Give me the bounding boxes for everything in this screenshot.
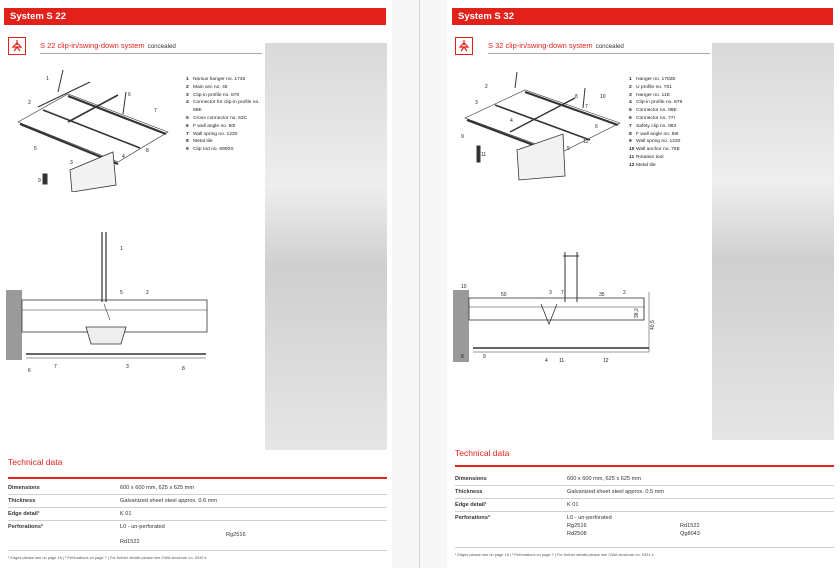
legend-number: 3 <box>186 92 189 98</box>
subtitle-text: S 32 clip-in/swing-down system <box>488 41 593 50</box>
technical-data-divider <box>8 477 387 479</box>
dimension-label: 38,2 <box>634 308 640 318</box>
svg-text:9: 9 <box>483 354 486 360</box>
subtitle-divider <box>40 53 262 54</box>
legend-number: 8 <box>629 131 632 137</box>
legend-number: 8 <box>186 139 189 145</box>
dimensions-value: 600 x 600 mm, 625 x 625 mm <box>120 485 194 491</box>
page-left <box>0 0 392 568</box>
svg-text:11: 11 <box>559 358 565 364</box>
svg-text:6: 6 <box>28 368 31 374</box>
subtitle-note: concealed <box>147 43 176 50</box>
table-divider <box>455 485 834 486</box>
parts-legend <box>186 76 262 154</box>
svg-text:12: 12 <box>583 139 589 145</box>
svg-text:9: 9 <box>38 178 41 184</box>
legend-number: 5 <box>186 115 189 121</box>
edge-detail-value: K 01 <box>567 502 579 508</box>
legend-item <box>186 99 262 115</box>
edge-detail-label: Edge detail¹ <box>455 502 487 508</box>
technical-data-table <box>455 476 834 548</box>
legend-text: Wall spring no. 1220 <box>636 139 681 145</box>
legend-number: 6 <box>186 123 189 129</box>
technical-data-title: Technical data <box>455 448 510 458</box>
svg-text:8: 8 <box>146 148 149 154</box>
dimension-label: 50 <box>501 292 507 298</box>
svg-text:5: 5 <box>120 290 123 296</box>
technical-data-table <box>8 485 387 555</box>
svg-text:11: 11 <box>481 152 487 158</box>
dimension-label: 40,5 <box>650 320 656 330</box>
legend-number: 3 <box>629 92 632 98</box>
subtitle-note: concealed <box>595 43 624 50</box>
svg-text:1: 1 <box>46 76 49 82</box>
svg-text:8: 8 <box>182 366 185 372</box>
legend-text: Main sec no. 45 <box>193 84 228 90</box>
legend-number: 11 <box>629 154 635 160</box>
thickness-label: Thickness <box>455 489 483 495</box>
perforations-label: Perforations² <box>455 515 490 521</box>
svg-text:10: 10 <box>461 284 467 290</box>
svg-text:7: 7 <box>154 108 157 114</box>
perforation-value: Rd1522 <box>680 523 700 529</box>
svg-text:7: 7 <box>585 104 588 110</box>
perforation-value: Rg2516 <box>567 523 587 529</box>
legend-item <box>629 146 709 154</box>
system-subtitle <box>488 41 624 50</box>
legend-text: Safety clip no. 883 <box>636 123 677 129</box>
legend-item <box>629 115 709 123</box>
svg-text:4: 4 <box>510 118 513 124</box>
legend-item <box>186 138 262 146</box>
legend-text: Connector no. 88E <box>636 108 677 114</box>
legend-text: Hanger no. 11E <box>636 92 670 98</box>
legend-item <box>629 154 709 162</box>
legend-text: Clip-in profile no. 878 <box>636 100 683 106</box>
svg-text:2: 2 <box>146 290 149 296</box>
legend-text: U profile no. 701 <box>636 84 672 90</box>
perforations-label: Perforations² <box>8 524 43 530</box>
table-divider <box>455 511 834 512</box>
legend-item <box>186 146 262 154</box>
subtitle-divider <box>488 53 710 54</box>
svg-text:6: 6 <box>595 124 598 130</box>
legend-text: Cross connector no. 63C <box>193 115 248 121</box>
dimensions-label: Dimensions <box>455 476 487 482</box>
legend-item <box>629 99 709 107</box>
ceiling-installation-photo <box>265 43 387 450</box>
svg-text:7: 7 <box>561 290 564 296</box>
perforation-value: Qg8043 <box>680 531 700 537</box>
footnote-divider <box>455 547 834 548</box>
section-diagram <box>453 252 658 367</box>
legend-number: 4 <box>629 100 632 106</box>
legend-item <box>629 92 709 100</box>
legend-number: 9 <box>186 147 189 153</box>
legend-number: 7 <box>629 123 632 129</box>
svg-text:3: 3 <box>70 160 73 166</box>
legend-item <box>629 162 709 170</box>
system-subtitle <box>40 41 176 50</box>
isometric-diagram <box>455 68 625 188</box>
edge-detail-value: K 01 <box>120 511 132 517</box>
technical-data-divider <box>455 465 834 467</box>
ceiling-system-icon <box>455 37 473 55</box>
legend-item <box>186 92 262 100</box>
page-fold <box>419 0 420 568</box>
legend-item <box>629 107 709 115</box>
table-divider <box>8 507 387 508</box>
table-divider <box>8 494 387 495</box>
edge-detail-label: Edge detail¹ <box>8 511 40 517</box>
legend-item <box>629 84 709 92</box>
perforation-value: L0 - un-perforated <box>120 524 165 530</box>
parts-legend <box>629 76 709 170</box>
legend-text: Wall anchor no. 75E <box>636 147 680 153</box>
legend-text: Connector no. 77I <box>636 115 675 121</box>
legend-item <box>629 131 709 139</box>
legend-text: Clip rod no. 6900S <box>193 147 234 153</box>
ceiling-system-icon <box>8 37 26 55</box>
svg-text:8: 8 <box>461 354 464 360</box>
perforation-value: Rg2516 <box>226 532 246 538</box>
legend-number: 5 <box>629 108 632 114</box>
svg-text:2: 2 <box>623 290 626 296</box>
legend-text: Metal tile <box>636 162 656 168</box>
dimensions-value: 600 x 600 mm, 625 x 625 mm <box>567 476 641 482</box>
legend-number: 1 <box>186 77 189 82</box>
footnote-divider <box>8 550 387 551</box>
system-header: System S 22 <box>4 8 386 25</box>
svg-text:7: 7 <box>54 364 57 370</box>
svg-text:4: 4 <box>122 154 125 160</box>
svg-text:2: 2 <box>28 100 31 106</box>
legend-number: 2 <box>186 84 189 90</box>
perforation-value: Rd2508 <box>567 531 587 537</box>
legend-text: Connector for clip-in profile no. 88E <box>193 100 260 114</box>
legend-item <box>629 123 709 131</box>
svg-text:3: 3 <box>549 290 552 296</box>
dimensions-label: Dimensions <box>8 485 40 491</box>
legend-item <box>186 123 262 131</box>
legend-item <box>186 84 262 92</box>
legend-text: Rotation tool <box>636 154 664 160</box>
legend-text: Wall spring no. 1220 <box>193 131 238 137</box>
svg-text:6: 6 <box>128 92 131 98</box>
perforation-value: L0 - un-perforated <box>567 515 612 521</box>
subtitle-text: S 22 clip-in/swing-down system <box>40 41 145 50</box>
page-right <box>447 0 840 568</box>
footnote: ¹ Edges please see on page 16 | ² Perforations on page 7 | For further details please see OWA-brochure no. 9331 e <box>455 552 654 557</box>
legend-text: Metal tile <box>193 139 213 145</box>
section-diagram <box>6 232 211 377</box>
technical-data-title: Technical data <box>8 457 63 467</box>
svg-text:10: 10 <box>600 94 606 100</box>
legend-number: 1 <box>629 77 632 82</box>
table-divider <box>8 520 387 521</box>
svg-text:8: 8 <box>575 94 578 100</box>
svg-text:4: 4 <box>545 358 548 364</box>
legend-number: 2 <box>629 84 632 90</box>
system-header: System S 32 <box>452 8 833 25</box>
legend-item <box>186 115 262 123</box>
svg-text:1: 1 <box>120 246 123 252</box>
legend-number: 12 <box>629 162 635 168</box>
legend-item <box>186 131 262 139</box>
legend-text: Nonius hanger no. 1745 <box>193 77 246 82</box>
svg-text:3: 3 <box>475 100 478 106</box>
legend-item <box>629 76 709 84</box>
svg-text:2: 2 <box>485 84 488 90</box>
footnote: ¹ Edges please see on page 16 | ² Perforations on page 7 | For further details please see OWA-brochure no. 9332 e <box>8 555 207 560</box>
legend-item <box>629 138 709 146</box>
legend-text: Hanger no. 1782E <box>636 77 676 82</box>
svg-text:12: 12 <box>603 358 609 364</box>
legend-text: Clip-in profile no. 870 <box>193 92 240 98</box>
legend-number: 6 <box>629 115 632 121</box>
thickness-value: Galvanized sheet steel approx. 0.6 mm <box>120 498 218 504</box>
legend-number: 10 <box>629 147 635 153</box>
table-divider <box>455 498 834 499</box>
perforation-value: Rd1522 <box>120 539 140 545</box>
svg-text:9: 9 <box>461 134 464 140</box>
legend-number: 4 <box>186 100 189 106</box>
svg-text:5: 5 <box>34 146 37 152</box>
thickness-value: Galvanized sheet steel approx. 0.5 mm <box>567 489 665 495</box>
ceiling-installation-photo <box>712 43 834 440</box>
legend-text: F wall angle no. 58I <box>636 131 679 137</box>
isometric-diagram <box>8 62 178 192</box>
legend-number: 9 <box>629 139 632 145</box>
legend-number: 7 <box>186 131 189 137</box>
legend-text: F wall angle no. 50I <box>193 123 236 129</box>
legend-item <box>186 76 262 84</box>
svg-text:5: 5 <box>567 146 570 152</box>
thickness-label: Thickness <box>8 498 36 504</box>
svg-text:3: 3 <box>126 364 129 370</box>
dimension-label: 35 <box>599 292 605 298</box>
